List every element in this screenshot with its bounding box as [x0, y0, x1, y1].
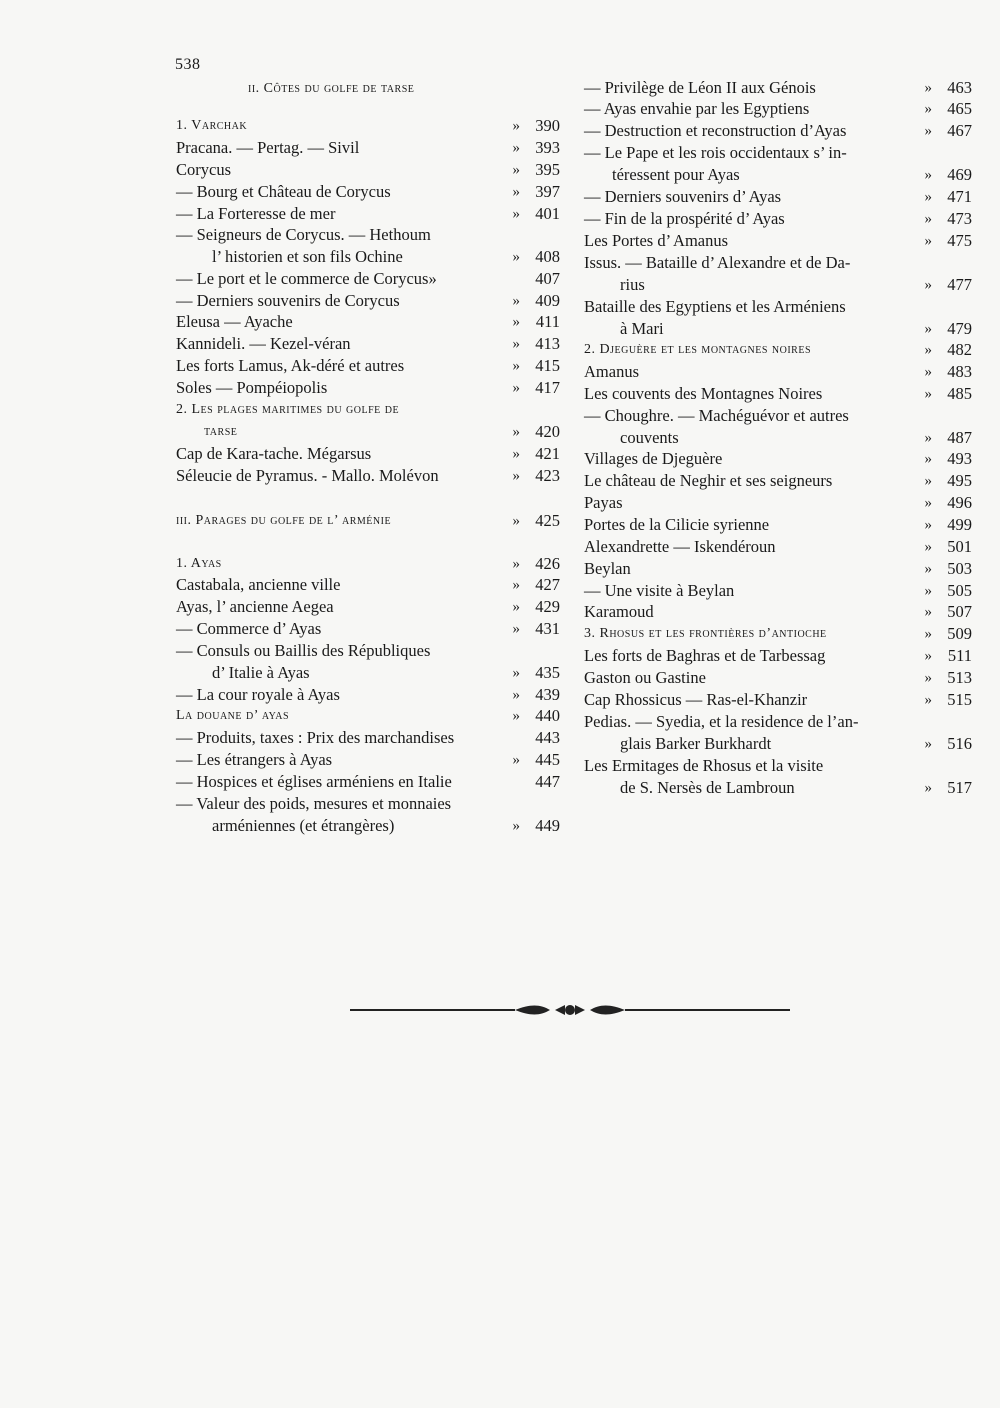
- toc-entry-page: 423: [535, 466, 560, 485]
- toc-entry-title: 2. Djeguère et les montagnes noires: [584, 342, 812, 357]
- toc-entry-guillemet: »: [512, 752, 520, 768]
- toc-entry-page: 515: [947, 690, 972, 709]
- toc-entry: [176, 399, 560, 421]
- toc-entry: [584, 689, 972, 711]
- toc-entry-guillemet: »: [924, 430, 932, 446]
- toc-entry-page: 482: [947, 340, 972, 359]
- toc-entry-page: 401: [535, 204, 560, 223]
- toc-entry-guillemet: »: [512, 708, 520, 724]
- toc-entry-title: — Commerce d’ Ayas: [176, 619, 322, 638]
- toc-entry-guillemet: »: [512, 249, 520, 265]
- toc-entry-guillemet: »: [924, 561, 932, 577]
- toc-entry-guillemet: »: [512, 687, 520, 703]
- toc-entry-page: 415: [535, 356, 560, 375]
- toc-entry-page: 411: [535, 312, 560, 331]
- toc-entry: [176, 771, 560, 793]
- toc-entry-guillemet: »: [512, 818, 520, 834]
- toc-entry-title: couvents: [620, 428, 679, 447]
- toc-entry: [176, 727, 560, 749]
- toc-entry: [584, 383, 972, 405]
- toc-entry-guillemet: »: [512, 577, 520, 593]
- toc-entry-guillemet: »: [924, 321, 932, 337]
- toc-entry-title: d’ Italie à Ayas: [212, 663, 310, 682]
- toc-entry-title: Pedias. — Syedia, et la residence de l’an-: [584, 712, 859, 731]
- toc-entry-title: à Mari: [620, 319, 664, 338]
- toc-entry-title: 1. Varchak: [176, 118, 248, 133]
- toc-entry-guillemet: »: [512, 358, 520, 374]
- toc-entry-page: 397: [535, 182, 560, 201]
- toc-entry-guillemet: »: [924, 736, 932, 752]
- toc-entry-guillemet: »: [512, 314, 520, 330]
- toc-entry-page: 503: [947, 559, 972, 578]
- toc-entry-page: 395: [535, 160, 560, 179]
- toc-entry-page: 413: [535, 334, 560, 353]
- toc-entry: [176, 596, 560, 618]
- toc-entry: [584, 711, 972, 733]
- toc-entry: [176, 115, 560, 137]
- toc-entry-title: — Les étrangers à Ayas: [176, 750, 333, 769]
- toc-entry-title: Villages de Djeguère: [584, 449, 723, 468]
- toc-entry: [176, 465, 560, 487]
- toc-entry: [584, 208, 972, 230]
- toc-entry: [176, 181, 560, 203]
- toc-entry: [176, 662, 560, 684]
- toc-entry-page: 465: [947, 99, 972, 118]
- toc-entry-title: de S. Nersès de Lambroun: [620, 778, 795, 797]
- toc-entry: [176, 553, 560, 575]
- toc-entry-title: l’ historien et son fils Ochine: [212, 247, 403, 266]
- toc-entry-guillemet: »: [512, 665, 520, 681]
- toc-entry-page: 495: [947, 471, 972, 490]
- toc-entry-page: 473: [947, 209, 972, 228]
- toc-entry: [584, 470, 972, 492]
- toc-entry-page: 487: [947, 428, 972, 447]
- toc-entry-guillemet: »: [924, 539, 932, 555]
- toc-entry: [176, 749, 560, 771]
- toc-entry-guillemet: »: [924, 123, 932, 139]
- toc-entry-guillemet: »: [924, 189, 932, 205]
- toc-entry-guillemet: »: [512, 468, 520, 484]
- toc-entry-title: glais Barker Burkhardt: [620, 734, 772, 753]
- toc-entry-guillemet: »: [512, 556, 520, 572]
- toc-entry: [176, 443, 560, 465]
- toc-entry: [584, 427, 972, 449]
- toc-entry: [584, 164, 972, 186]
- toc-entry-guillemet: »: [924, 101, 932, 117]
- toc-entry-title: Les couvents des Montagnes Noires: [584, 384, 823, 403]
- toc-entry-guillemet: »: [924, 626, 932, 642]
- toc-entry: [176, 421, 560, 443]
- toc-entry-title: Cap de Kara-tache. Mégarsus: [176, 444, 372, 463]
- toc-entry-guillemet: »: [924, 342, 932, 358]
- toc-entry-guillemet: »: [512, 140, 520, 156]
- toc-entry-title: — Ayas envahie par les Egyptiens: [584, 99, 810, 118]
- toc-entry-page: 431: [535, 619, 560, 638]
- toc-entry-page: 507: [947, 602, 972, 621]
- toc-entry-title: Soles — Pompéiopolis: [176, 378, 328, 397]
- toc-entry-title: Issus. — Bataille d’ Alexandre et de Da-: [584, 253, 851, 272]
- toc-entry-page: 501: [947, 537, 972, 556]
- toc-entry-title: Corycus: [176, 160, 231, 179]
- toc-entry-page: 427: [535, 575, 560, 594]
- toc-entry: [176, 574, 560, 596]
- toc-entry: [584, 339, 972, 361]
- toc-entry: [584, 120, 972, 142]
- toc-entry-title: Séleucie de Pyramus. - Mallo. Molévon: [176, 466, 439, 485]
- toc-entry: [584, 601, 972, 623]
- toc-entry: [176, 684, 560, 706]
- toc-entry-title: Eleusa — Ayache: [176, 312, 293, 331]
- toc-entry-page: 493: [947, 449, 972, 468]
- toc-entry-title: Le château de Neghir et ses seigneurs: [584, 471, 833, 490]
- toc-entry: [176, 290, 560, 312]
- toc-entry: [584, 318, 972, 340]
- toc-entry-guillemet: »: [924, 451, 932, 467]
- toc-entry-page: 479: [947, 319, 972, 338]
- toc-entry-page: 409: [535, 291, 560, 310]
- toc-entry-page: 511: [947, 646, 972, 665]
- toc-entry-guillemet: »: [924, 495, 932, 511]
- toc-entry-page: 509: [947, 624, 972, 643]
- toc-entry-guillemet: »: [924, 277, 932, 293]
- toc-entry-title: — Hospices et églises arméniens en Italie: [176, 772, 452, 791]
- toc-entry-guillemet: »: [924, 167, 932, 183]
- toc-entry-page: 499: [947, 515, 972, 534]
- toc-entry: [584, 77, 972, 99]
- page-number: 538: [175, 56, 201, 73]
- toc-entry: [176, 793, 560, 815]
- toc-entry-guillemet: »: [512, 336, 520, 352]
- toc-entry-guillemet: »: [924, 473, 932, 489]
- toc-entry: [584, 777, 972, 799]
- toc-entry-title: tarse: [204, 424, 238, 439]
- toc-entry-title: Payas: [584, 493, 623, 512]
- toc-entry: [176, 510, 560, 532]
- toc-entry: [584, 296, 972, 318]
- toc-entry-guillemet: »: [924, 648, 932, 664]
- toc-entry: [176, 203, 560, 225]
- toc-entry-guillemet: »: [924, 233, 932, 249]
- toc-entry-page: 483: [947, 362, 972, 381]
- toc-entry-guillemet: »: [924, 670, 932, 686]
- toc-entry-page: 445: [535, 750, 560, 769]
- toc-entry-page: 440: [535, 706, 560, 725]
- toc-entry-page: 449: [535, 816, 560, 835]
- toc-entry-page: 426: [535, 554, 560, 573]
- toc-entry-title: Amanus: [584, 362, 639, 381]
- toc-entry: [176, 355, 560, 377]
- toc-entry-title: 2. Les plages maritimes du golfe de: [176, 402, 400, 417]
- toc-entry-guillemet: »: [512, 446, 520, 462]
- toc-entry-guillemet: »: [924, 604, 932, 620]
- toc-entry-guillemet: »: [924, 80, 932, 96]
- toc-entry-title: 1. Ayas: [176, 556, 222, 571]
- toc-entry-title: — Bourg et Château de Corycus: [176, 182, 391, 201]
- toc-entry: [176, 815, 560, 837]
- toc-entry: [584, 580, 972, 602]
- toc-entry-guillemet: »: [512, 380, 520, 396]
- toc-entry-page: 475: [947, 231, 972, 250]
- toc-entry-page: 443: [535, 728, 560, 747]
- toc-entry-page: 408: [535, 247, 560, 266]
- toc-entry: [584, 186, 972, 208]
- toc-entry-title: Karamoud: [584, 602, 654, 621]
- toc-entry-title: — Valeur des poids, mesures et monnaies: [176, 794, 452, 813]
- toc-entry-title: Les forts de Baghras et de Tarbessag: [584, 646, 826, 665]
- toc-entry: [584, 492, 972, 514]
- toc-entry: [584, 361, 972, 383]
- toc-entry-title: — Consuls ou Baillis des Républiques: [176, 641, 431, 660]
- toc-entry-page: 477: [947, 275, 972, 294]
- toc-entry: [584, 733, 972, 755]
- toc-entry-title: — Choughre. — Machéguévor et autres: [584, 406, 849, 425]
- toc-entry-page: 463: [947, 78, 972, 97]
- toc-entry-title: Alexandrette — Iskendéroun: [584, 537, 776, 556]
- toc-entry-guillemet: »: [512, 162, 520, 178]
- toc-entry-guillemet: »: [924, 517, 932, 533]
- toc-entry-title: Portes de la Cilicie syrienne: [584, 515, 770, 534]
- toc-entry: [584, 645, 972, 667]
- toc-entry-guillemet: »: [512, 293, 520, 309]
- toc-entry-title: — La cour royale à Ayas: [176, 685, 340, 704]
- toc-entry-page: 447: [535, 772, 560, 791]
- toc-entry-title: Ayas, l’ ancienne Aegea: [176, 597, 334, 616]
- toc-entry-guillemet: »: [512, 513, 520, 529]
- toc-entry-title: téressent pour Ayas: [612, 165, 740, 184]
- toc-entry-page: 417: [535, 378, 560, 397]
- toc-entry-title: — Privilège de Léon II aux Génois: [584, 78, 816, 97]
- toc-entry-guillemet: »: [924, 386, 932, 402]
- toc-entry: [176, 78, 560, 100]
- toc-entry-title: — Derniers souvenirs d’ Ayas: [584, 187, 782, 206]
- toc-entry-title: — Destruction et reconstruction d’Ayas: [584, 121, 847, 140]
- toc-entry-page: 471: [947, 187, 972, 206]
- toc-entry: [584, 514, 972, 536]
- toc-entry-guillemet: »: [924, 780, 932, 796]
- toc-entry-guillemet: »: [512, 621, 520, 637]
- toc-entry: [584, 536, 972, 558]
- toc-entry-guillemet: »: [924, 364, 932, 380]
- toc-entry-title: Kannideli. — Kezel-véran: [176, 334, 351, 353]
- toc-entry-page: 485: [947, 384, 972, 403]
- toc-entry-page: 421: [535, 444, 560, 463]
- toc-entry-guillemet: »: [924, 692, 932, 708]
- toc-entry-title: ii. Côtes du golfe de tarse: [248, 81, 415, 96]
- toc-entry: [584, 667, 972, 689]
- toc-entry-guillemet: »: [512, 206, 520, 222]
- toc-entry-title: iii. Parages du golfe de l’ arménie: [176, 513, 392, 528]
- toc-entry-title: Bataille des Egyptiens et les Arméniens: [584, 297, 846, 316]
- toc-entry-page: 513: [947, 668, 972, 687]
- toc-entry-page: 425: [535, 511, 560, 530]
- toc-entry: [176, 311, 560, 333]
- toc-entry-page: 407: [535, 269, 560, 288]
- toc-entry-page: 505: [947, 581, 972, 600]
- toc-entry-title: — Derniers souvenirs de Corycus: [176, 291, 400, 310]
- toc-entry-guillemet: »: [512, 599, 520, 615]
- toc-entry: [176, 268, 560, 290]
- toc-entry-title: Castabala, ancienne ville: [176, 575, 341, 594]
- toc-entry: [584, 230, 972, 252]
- toc-entry-title: — Le Pape et les rois occidentaux s’ in-: [584, 143, 847, 162]
- toc-entry-title: Les Ermitages de Rhosus et la visite: [584, 756, 824, 775]
- toc-entry: [584, 274, 972, 296]
- toc-entry-guillemet: »: [512, 184, 520, 200]
- toc-entry-page: 517: [947, 778, 972, 797]
- toc-entry-title: — Fin de la prospérité d’ Ayas: [584, 209, 785, 228]
- toc-entry: [176, 333, 560, 355]
- toc-entry-title: La douane d’ ayas: [176, 708, 290, 723]
- toc-entry: [584, 448, 972, 470]
- toc-entry-page: 467: [947, 121, 972, 140]
- toc-entry-title: Gaston ou Gastine: [584, 668, 706, 687]
- toc-entry-page: 393: [535, 138, 560, 157]
- toc-entry-title: Les forts Lamus, Ak-déré et autres: [176, 356, 405, 375]
- toc-entry: [176, 640, 560, 662]
- toc-entry: [176, 618, 560, 640]
- toc-entry-guillemet: »: [512, 118, 520, 134]
- toc-entry-title: arméniennes (et étrangères): [212, 816, 395, 835]
- toc-entry-title: Beylan: [584, 559, 631, 578]
- toc-entry-title: — Le port et le commerce de Corycus»: [176, 269, 437, 288]
- toc-entry: [176, 137, 560, 159]
- toc-entry-page: 469: [947, 165, 972, 184]
- toc-entry: [176, 224, 560, 246]
- toc-entry-title: — Produits, taxes : Prix des marchandises: [176, 728, 455, 747]
- toc-entry: [584, 755, 972, 777]
- toc-entry-page: 390: [535, 116, 560, 135]
- toc-entry-title: — Seigneurs de Corycus. — Hethoum: [176, 225, 431, 244]
- toc-entry: [176, 705, 560, 727]
- toc-entry-page: 439: [535, 685, 560, 704]
- toc-entry: [584, 405, 972, 427]
- toc-entry-page: 496: [947, 493, 972, 512]
- toc-entry-page: 420: [535, 422, 560, 441]
- toc-entry: [584, 98, 972, 120]
- toc-entry-title: Les Portes d’ Amanus: [584, 231, 729, 250]
- toc-entry-title: rius: [620, 275, 645, 294]
- toc-entry: [176, 159, 560, 181]
- toc-entry-guillemet: »: [924, 583, 932, 599]
- toc-entry: [584, 142, 972, 164]
- toc-entry-title: — Une visite à Beylan: [584, 581, 735, 600]
- toc-entry-page: 429: [535, 597, 560, 616]
- toc-entry-guillemet: »: [512, 424, 520, 440]
- toc-entry: [176, 246, 560, 268]
- toc-entry-page: 435: [535, 663, 560, 682]
- toc-entry: [584, 623, 972, 645]
- toc-entry-title: Pracana. — Pertag. — Sivil: [176, 138, 360, 157]
- toc-entry: [584, 252, 972, 274]
- toc-entry: [176, 377, 560, 399]
- toc-entry-guillemet: »: [924, 211, 932, 227]
- toc-entry: [584, 558, 972, 580]
- toc-entry-page: 516: [947, 734, 972, 753]
- toc-entry-title: — La Forteresse de mer: [176, 204, 336, 223]
- toc-entry-title: 3. Rhosus et les frontières d’antioche: [584, 626, 827, 641]
- toc-entry-title: Cap Rhossicus — Ras-el-Khanzir: [584, 690, 808, 709]
- ornament-divider: [350, 1000, 790, 1020]
